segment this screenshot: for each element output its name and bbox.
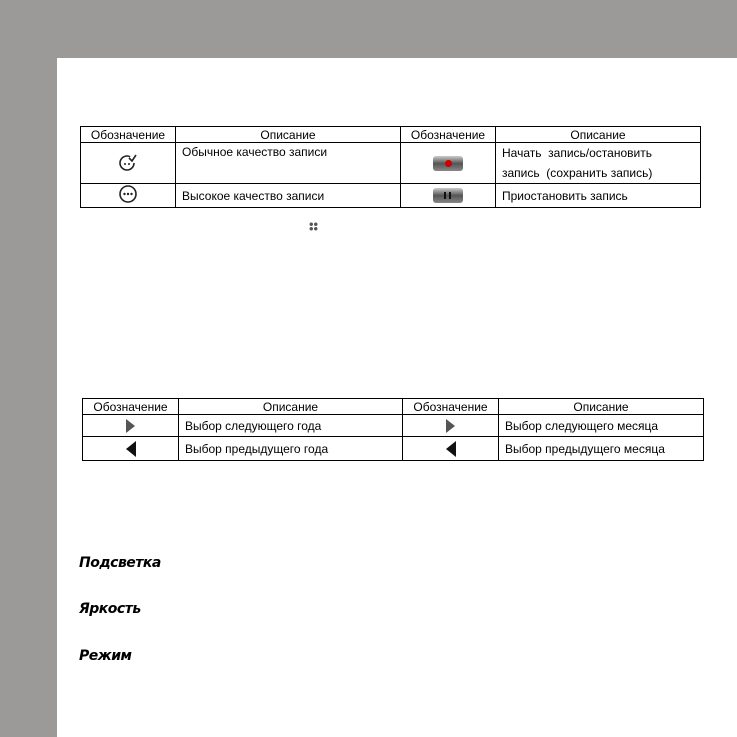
description-cell: Обычное качество записи <box>176 143 401 184</box>
recording-icons-table <box>80 126 701 208</box>
header-description: Описание <box>496 127 701 143</box>
header-symbol: Обозначение <box>81 127 176 143</box>
next-arrow-icon <box>446 419 455 433</box>
table-header-row <box>81 127 701 143</box>
header-symbol: Обозначение <box>83 399 179 415</box>
prev-arrow-icon <box>126 441 136 457</box>
record-button-icon <box>433 156 463 171</box>
description-cell: Приостановить запись <box>496 184 701 208</box>
description-cell: Выбор следующего года <box>179 415 403 437</box>
description-cell: Выбор предыдущего месяца <box>499 437 704 461</box>
brightness-heading: Яркость <box>79 601 141 617</box>
description-cell: Выбор следующего месяца <box>499 415 704 437</box>
mode-heading: Режим <box>79 648 132 664</box>
grid-icon <box>309 222 318 231</box>
description-cell: Выбор предыдущего года <box>179 437 403 461</box>
next-arrow-icon <box>126 419 135 433</box>
header-description: Описание <box>179 399 403 415</box>
header-symbol: Обозначение <box>401 127 496 143</box>
high-quality-icon <box>118 184 138 204</box>
backlight-heading: Подсветка <box>79 555 161 571</box>
normal-quality-icon <box>118 152 138 172</box>
description-cell: Высокое качество записи <box>176 184 401 208</box>
description-line: Начать запись/остановить <box>502 146 652 160</box>
table-row <box>83 437 704 461</box>
table-row <box>83 415 704 437</box>
calendar-navigation-table <box>82 398 704 461</box>
description-line: запись (сохранить запись) <box>502 166 653 180</box>
prev-arrow-icon <box>446 441 456 457</box>
table-row <box>81 143 701 184</box>
header-symbol: Обозначение <box>403 399 499 415</box>
header-description: Описание <box>499 399 704 415</box>
table-header-row <box>83 399 704 415</box>
header-description: Описание <box>176 127 401 143</box>
table-row <box>81 184 701 208</box>
pause-button-icon <box>433 188 463 203</box>
